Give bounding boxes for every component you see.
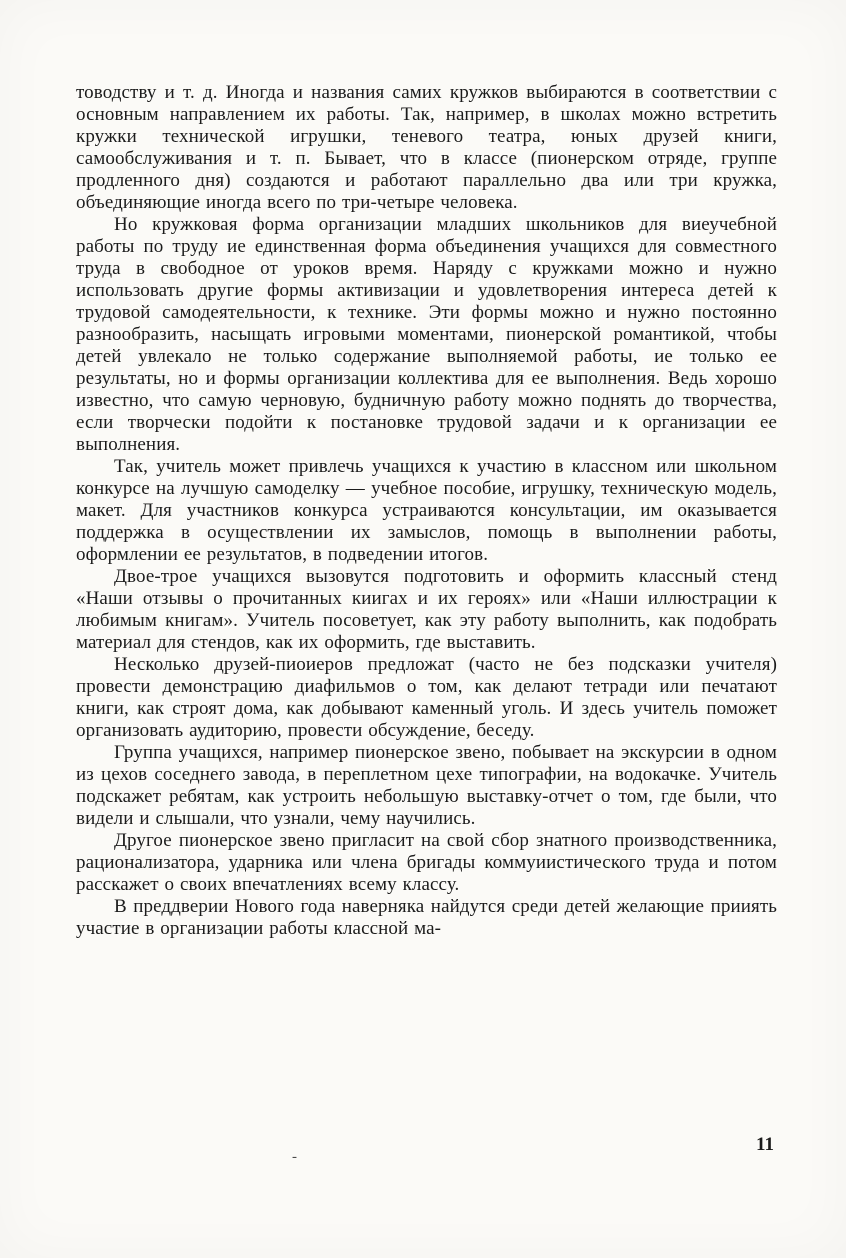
paragraph-8: В преддверии Нового года наверняка найдутся среди детей желающие прииять участие в организации работы классной ма- bbox=[76, 896, 777, 939]
paragraph-6: Группа учащихся, например пионерское звено, побывает на экскурсии в одном из цехов соседнего завода, в переплетном цехе типографии, на водокачке. Учитель подскажет ребятам, как устроить небольшую выставку-отчет о том, где были, что видели и слышали, что узнали, чему научились. bbox=[76, 742, 777, 829]
paragraph-3: Так, учитель может привлечь учащихся к участию в классном или школьном конкурсе на лучшую самоделку — учебное пособие, игрушку, техническую модель, макет. Для участников конкурса устраиваются консультации, им оказывается поддержка в осуществлении их замыслов, помощь в выполнении работы, оформлении ее результатов, в подведении итогов. bbox=[76, 456, 777, 565]
page-number: 11 bbox=[756, 1134, 774, 1155]
page-text bbox=[76, 82, 777, 940]
paragraph-7: Другое пионерское звено пригласит на свой сбор знатного производственника, рационализатора, ударника или члена бригады коммуиистического труда и потом расскажет о своих впечатлениях всему классу. bbox=[76, 830, 777, 895]
paragraph-4: Двое-трое учащихся вызовутся подготовить и оформить классный стенд «Наши отзывы о прочитанных киигах и их героях» или «Наши иллюстрации к любимым книгам». Учитель посоветует, как эту работу выполнить, как подобрать материал для стендов, как их оформить, где выставить. bbox=[76, 566, 777, 653]
paragraph-1: товодству и т. д. Иногда и названия самих кружков выбираются в соответствии с основным направлением их работы. Так, например, в школах можно встретить кружки технической игрушки, теневого театра, юных друзей книги, самообслуживания и т. п. Бывает, что в классе (пионерском отряде, группе продленного дня) создаются и работают параллельно два или три кружка, объединяющие иногда всего по три-четыре человека. bbox=[76, 82, 777, 213]
paragraph-2: Но кружковая форма организации младших школьников для виеучебной работы по труду ие единственная форма объединения учащихся для совместного труда в свободное от уроков время. Наряду с кружками можно и нужно использовать другие формы активизации и удовлетворения интереса детей к трудовой самодеятельности, к технике. Эти формы можно и нужно постоянно разнообразить, насыщать игровыми моментами, пионерской романтикой, чтобы детей увлекало не только содержание выполняемой работы, ие только ее результаты, но и формы организации коллектива для ее выполнения. Ведь хорошо известно, что самую черновую, будничную работу можно поднять до творчества, если творчески подойти к постановке трудовой задачи и к организации ее выполнения. bbox=[76, 214, 777, 455]
paragraph-5: Несколько друзей-пиоиеров предложат (часто не без подсказки учителя) провести демонстрацию диафильмов о том, как делают тетради или печатают книги, как строят дома, как добывают каменный уголь. И здесь учитель поможет организовать аудиторию, провести обсуждение, беседу. bbox=[76, 654, 777, 741]
scan-artifact-dash: - bbox=[292, 1149, 297, 1165]
